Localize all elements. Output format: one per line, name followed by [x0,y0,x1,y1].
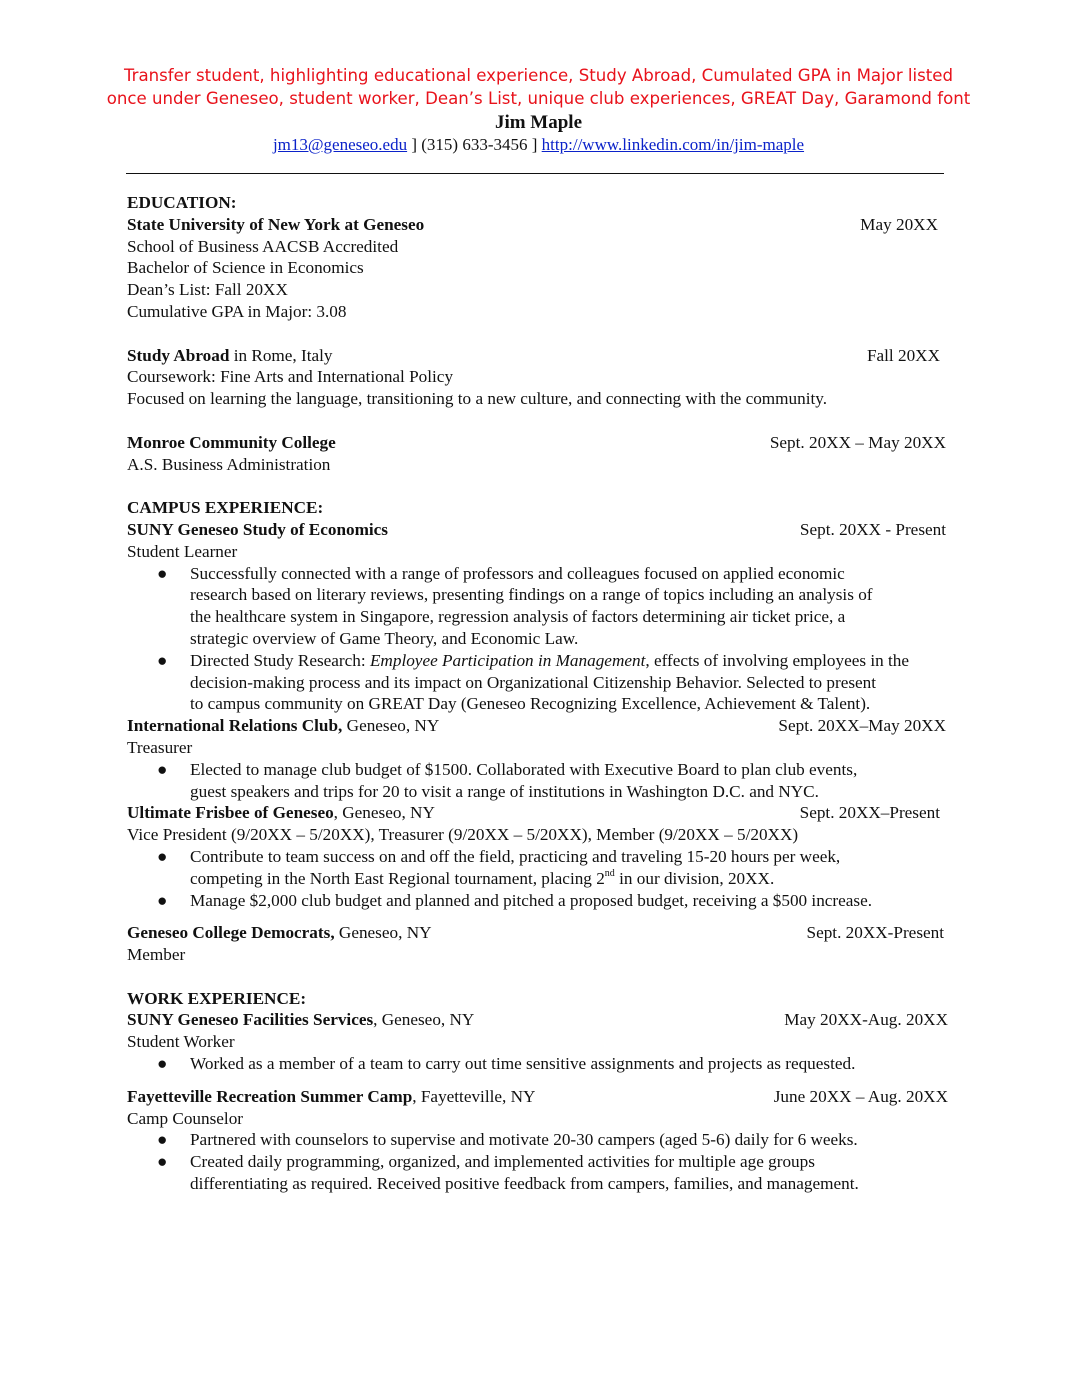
phone-text: ] (315) 633-3456 ] [407,135,542,154]
org-name: Geneseo College Democrats, [127,923,335,943]
program-location: in Rome, Italy [229,345,333,365]
bullet-text: guest speakers and trips for 20 to visit a range of institutions in Washington D.C. and NYC. [190,781,819,801]
annotation-note [0,64,1077,110]
bullet-icon: ● [157,563,168,583]
bullet-list [127,759,949,803]
bullet-icon: ● [157,846,168,866]
entry-line: A.S. Business Administration [127,454,331,474]
entry-date: June 20XX – Aug. 20XX [773,1086,948,1106]
entry-date: Sept. 20XX–Present [799,803,940,823]
bullet-item [127,563,949,650]
bullet-list [127,1053,949,1075]
entry-date: Sept. 20XX – May 20XX [769,432,946,452]
org-name: SUNY Geneseo Study of Economics [127,519,389,539]
bullet-list [127,1129,949,1194]
entry-header [127,214,949,236]
resume-body [127,192,949,1195]
bullet-text: Worked as a member of a team to carry out time sensitive assignments and projects as requested. [190,1054,856,1074]
entry-date: May 20XX [860,214,938,234]
bullet-list [127,846,949,911]
bullet-text-prefix: Directed Study Research: [190,650,370,670]
entry-header [127,345,949,367]
bullet-icon: ● [157,650,168,670]
entry-line: Cumulative GPA in Major: 3.08 [127,301,347,321]
bullet-text: strategic overview of Game Theory, and Economic Law. [190,628,579,648]
entry-line: Focused on learning the language, transitioning to a new culture, and connecting with the community. [127,389,828,409]
bullet-item [127,759,949,803]
bullet-item [127,650,949,715]
entry-line: Coursework: Fine Arts and International Policy [127,367,454,387]
bullet-text-part: in our division, 20XX. [614,868,775,888]
bullet-item [127,1129,949,1151]
bullet-list [127,563,949,716]
section-heading-work: WORK EXPERIENCE: [127,988,307,1008]
org-name: Ultimate Frisbee of Geneseo [127,803,334,823]
school-name: State University of New York at Geneseo [127,214,425,234]
bullet-item [127,846,949,890]
school-name: Monroe Community College [127,432,336,452]
bullet-text: Contribute to team success on and off the field, practicing and traveling 15-20 hours per week, [190,846,841,866]
annotation-line: Transfer student, highlighting educational experience, Study Abroad, Cumulated GPA in Major listed [123,66,954,85]
ordinal-suffix: nd [604,867,615,879]
entry-line: Dean’s List: Fall 20XX [127,280,288,300]
entry-line: School of Business AACSB Accredited [127,236,399,256]
employer-name: Fayetteville Recreation Summer Camp [127,1086,413,1106]
bullet-text-suffix: , effects of involving employees in the [645,650,909,670]
email-link[interactable]: jm13@geneseo.edu [272,135,408,154]
entry-header [127,1086,949,1108]
entry-date: Sept. 20XX–May 20XX [778,716,946,736]
resume-name: Jim Maple [494,112,583,133]
bullet-text: Elected to manage club budget of $1500. Collaborated with Executive Board to plan club events, [190,759,858,779]
org-location: , Geneseo, NY [333,803,435,823]
entry-header [127,802,949,824]
bullet-text: Partnered with counselors to supervise and motivate 20-30 campers (aged 5-6) daily for 6 weeks. [190,1130,858,1150]
entry-header [127,519,949,541]
employer-location: , Geneseo, NY [373,1010,475,1030]
entry-header [127,715,949,737]
bullet-text: to campus community on GREAT Day (Geneseo Recognizing Excellence, Achievement & Talent). [190,694,871,714]
entry-role: Camp Counselor [127,1108,244,1128]
section-heading-campus: CAMPUS EXPERIENCE: [127,498,324,518]
bullet-item [127,1053,949,1075]
bullet-icon: ● [157,759,168,779]
entry-role: Student Worker [127,1032,235,1052]
org-location: Geneseo, NY [334,923,432,943]
entry-header [127,922,949,944]
entry-role: Vice President (9/20XX – 5/20XX), Treasurer (9/20XX – 5/20XX), Member (9/20XX – 5/20XX) [127,825,799,845]
employer-name: SUNY Geneseo Facilities Services [127,1010,374,1030]
bullet-text: differentiating as required. Received positive feedback from campers, families, and management. [190,1174,859,1194]
entry-role: Student Learner [127,541,238,561]
bullet-icon: ● [157,1152,168,1172]
bullet-item [127,1151,949,1195]
bullet-icon: ● [157,890,168,910]
bullet-icon: ● [157,1130,168,1150]
entry-header [127,1009,949,1031]
bullet-text-part: competing in the North East Regional tournament, placing 2 [190,868,605,888]
bullet-icon: ● [157,1054,168,1074]
bullet-text: Successfully connected with a range of professors and colleagues focused on applied economic [190,563,845,583]
entry-header [127,432,949,454]
entry-date: Sept. 20XX-Present [806,923,944,943]
org-name: International Relations Club, [127,716,343,736]
org-location: Geneseo, NY [342,716,440,736]
entry-line: Bachelor of Science in Economics [127,258,364,278]
bullet-text: the healthcare system in Singapore, regression analysis of factors determining air ticket price, a [190,607,846,627]
bullet-text [190,868,949,890]
bullet-text: Created daily programming, organized, and implemented activities for multiple age groups [190,1152,815,1172]
employer-location: , Fayetteville, NY [412,1086,536,1106]
entry-role: Member [127,945,186,965]
annotation-line: once under Geneseo, student worker, Dean’s List, unique club experiences, GREAT Day, Garamond font [106,89,971,108]
linkedin-link[interactable]: http://www.linkedin.com/in/jim-maple [541,135,805,154]
entry-date: Sept. 20XX - Present [799,519,946,539]
header-divider [126,173,944,174]
entry-role: Treasurer [127,737,193,757]
entry-date: May 20XX-Aug. 20XX [784,1010,948,1030]
research-title: Employee Participation in Management [369,650,646,670]
bullet-text: Manage $2,000 club budget and planned and pitched a proposed budget, receiving a $500 increase. [190,890,873,910]
section-heading-education: EDUCATION: [127,193,237,212]
program-name: Study Abroad [127,345,230,365]
bullet-text [190,650,949,672]
bullet-text: research based on literary reviews, presenting findings on a range of topics including an analysis of [190,585,873,605]
contact-line [0,135,1077,155]
bullet-item [127,890,949,912]
bullet-text: decision-making process and its impact on Organizational Citizenship Behavior. Selected to present [190,672,877,692]
entry-date: Fall 20XX [866,345,940,365]
